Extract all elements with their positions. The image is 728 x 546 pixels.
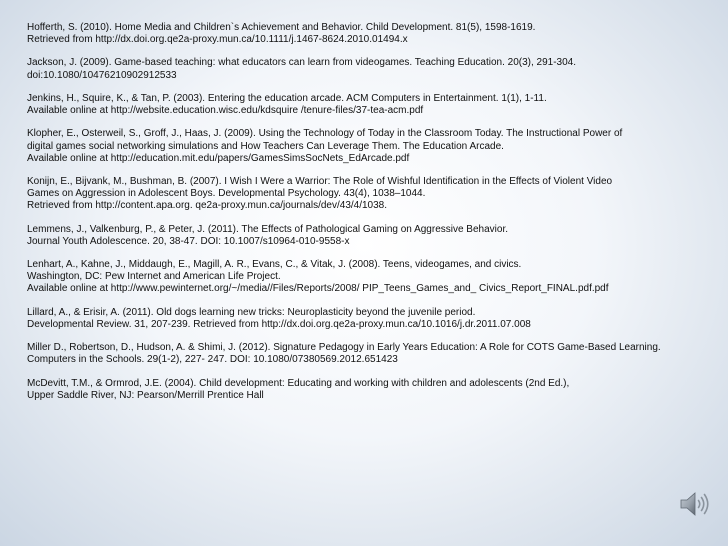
reference-line: McDevitt, T.M., & Ormrod, J.E. (2004). Child development: Educating and working with children and adolescents (2nd Ed.), xyxy=(27,377,570,389)
reference-line: Available online at http://website.education.wisc.edu/kdsquire /tenure-files/37-tea-acm.pdf xyxy=(27,105,424,117)
reference-line: Konijn, E., Bijvank, M., Bushman, B. (2007). I Wish I Were a Warrior: The Role of Wishful Identification in the Effects of Violent Video xyxy=(27,176,613,188)
reference-line: Hofferth, S. (2010). Home Media and Children`s Achievement and Behavior. Child Development. 81(5), 1598-1619. xyxy=(27,22,536,33)
reference-line: Miller D., Robertson, D., Hudson, A. & Shimi, J. (2012). Signature Pedagogy in Early Years Education: A Role for COTS Game-Based Learning. xyxy=(27,342,661,354)
reference-entry xyxy=(27,307,717,331)
reference-entry xyxy=(27,93,717,117)
reference-line: Available online at http://education.mit.edu/papers/GamesSimsSocNets_EdArcade.pdf xyxy=(27,152,410,164)
reference-entry xyxy=(27,176,717,212)
reference-entry xyxy=(27,342,717,366)
reference-entry xyxy=(27,22,717,46)
reference-line: Jenkins, H., Squire, K., & Tan, P. (2003). Entering the education arcade. ACM Computers in Entertainment. 1(1), 1-11. xyxy=(27,92,547,104)
reference-line: Lenhart, A., Kahne, J., Middaugh, E., Magill, A. R., Evans, C., & Vitak, J. (2008). Teens, videogames, and civics. xyxy=(27,259,522,271)
reference-entry xyxy=(27,259,717,295)
speaker-icon xyxy=(678,488,710,520)
reference-line: Computers in the Schools. 29(1-2), 227- 247. DOI: 10.1080/07380569.2012.651423 xyxy=(27,354,398,366)
reference-line: doi:10.1080/10476210902912533 xyxy=(27,69,177,81)
reference-line: Games on Aggression in Adolescent Boys. Developmental Psychology. 43(4), 1038–1044. xyxy=(27,188,426,200)
reference-line: Retrieved from http://content.apa.org. qe2a-proxy.mun.ca/journals/dev/43/4/1038. xyxy=(27,200,388,212)
reference-line: Upper Saddle River, NJ: Pearson/Merrill Prentice Hall xyxy=(27,389,264,401)
reference-entry xyxy=(27,378,717,402)
reference-line: Lillard, A., & Erisir, A. (2011). Old dogs learning new tricks: Neuroplasticity beyond the juvenile period. xyxy=(27,306,476,318)
reference-line: digital games social networking simulations and How Teachers Can Leverage Them. The Education Arcade. xyxy=(27,140,504,152)
reference-line: Retrieved from http://dx.doi.org.qe2a-proxy.mun.ca/10.1111/j.1467-8624.2010.01494.x xyxy=(27,34,408,46)
reference-line: Jackson, J. (2009). Game-based teaching: what educators can learn from videogames. Teaching Education. 20(3), 291-304. xyxy=(27,57,577,69)
audio-play-button[interactable] xyxy=(678,488,710,520)
reference-list xyxy=(27,22,717,413)
reference-line: Lemmens, J., Valkenburg, P., & Peter, J. (2011). The Effects of Pathological Gaming on Aggressive Behavior. xyxy=(27,223,509,235)
reference-line: Developmental Review. 31, 207-239. Retrieved from http://dx.doi.org.qe2a-proxy.mun.ca/10.1016/j.dr.2011.07.008 xyxy=(27,318,531,330)
reference-entry xyxy=(27,128,717,164)
reference-line: Available online at http://www.pewinternet.org/~/media//Files/Reports/2008/ PIP_Teens_Games_and_ Civics_Report_FINAL.pdf.pdf xyxy=(27,283,609,295)
reference-line: Washington, DC: Pew Internet and American Life Project. xyxy=(27,271,281,283)
reference-entry xyxy=(27,57,717,81)
reference-line: Klopher, E., Osterweil, S., Groff, J., Haas, J. (2009). Using the Technology of Today in the Classroom Today. The Instructional Power of xyxy=(27,128,623,140)
reference-entry xyxy=(27,224,717,248)
reference-line: Journal Youth Adolescence. 20, 38-47. DOI: 10.1007/s10964-010-9558-x xyxy=(27,235,350,247)
